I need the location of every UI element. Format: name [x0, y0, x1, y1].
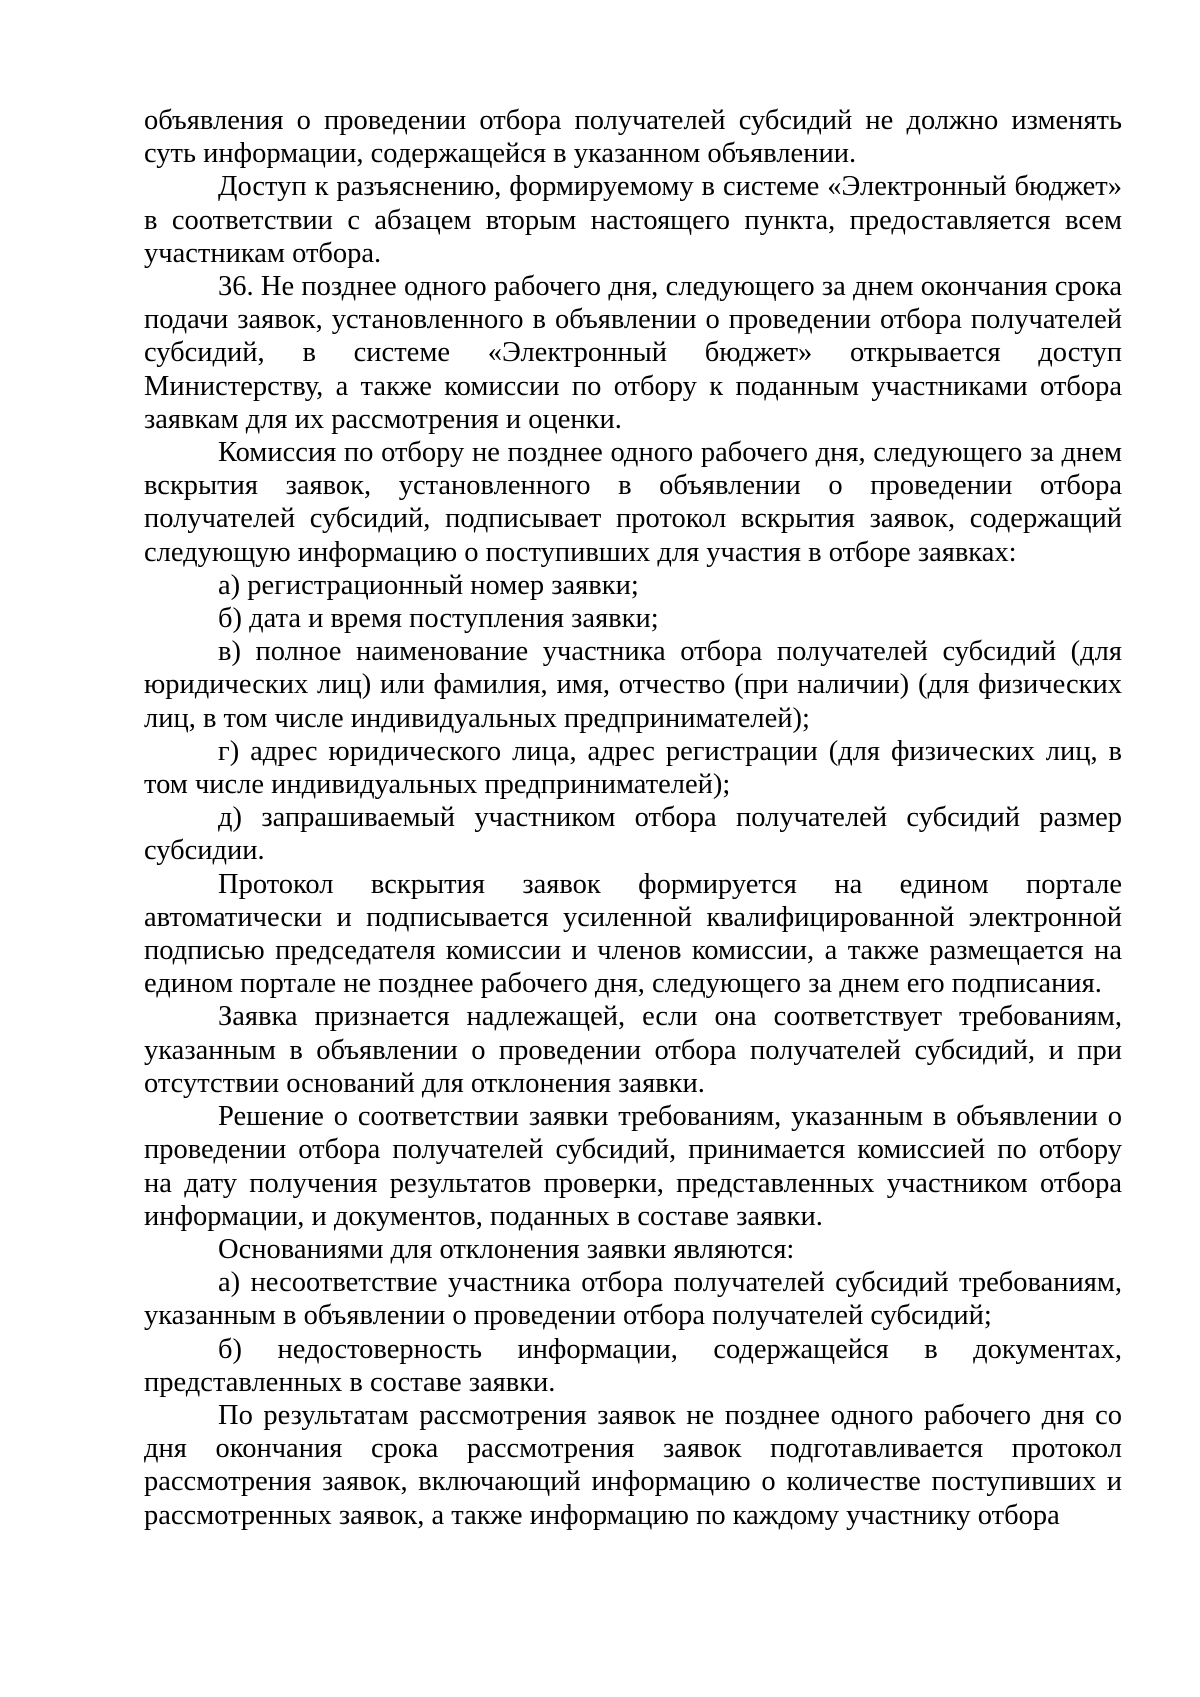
- paragraph-application-proper: Заявка признается надлежащей, если она соответствует требованиям, указанным в объявлении о проведении отбора получателей субсидий, и при отсутствии оснований для отклонения заявки.: [144, 1001, 1122, 1099]
- paragraph-continuation: объявления о проведении отбора получателей субсидий не должно изменять суть информации, содержащейся в указанном объявлении.: [144, 105, 1122, 170]
- paragraph-protocol-formation: Протокол вскрытия заявок формируется на едином портале автоматически и подписывается усиленной квалифицированной электронной подписью председателя комиссии и членов комиссии, а также размещается на едином портале не позднее рабочего дня, следующего за днем его подписания.: [144, 868, 1122, 1000]
- paragraph-item-36: 36. Не позднее одного рабочего дня, следующего за днем окончания срока подачи заявок, установленного в объявлении о проведении отбора получателей субсидий, в системе «Электронный бюджет» открывается доступ Министерству, а также комиссии по отбору к поданным участниками отбора заявкам для их рассмотрения и оценки.: [144, 271, 1122, 435]
- paragraph-compliance-decision: Решение о соответствии заявки требованиям, указанным в объявлении о проведении отбора получателей субсидий, принимается комиссией по отбору на дату получения результатов проверки, представленных участником отбора информации, и документов, поданных в составе заявки.: [144, 1101, 1122, 1232]
- list-item-b-date-time: б) дата и время поступления заявки;: [218, 603, 659, 635]
- list-item-d-subsidy-amount: д) запрашиваемый участником отбора получателей субсидий размер субсидии.: [144, 802, 1122, 867]
- paragraph-access-clarification: Доступ к разъяснению, формируемому в системе «Электронный бюджет» в соответствии с абзацем вторым настоящего пункта, предоставляется всем участникам отбора.: [144, 171, 1122, 269]
- list-item-a-registration-number: а) регистрационный номер заявки;: [218, 569, 639, 601]
- list-item-v-full-name: в) полное наименование участника отбора получателей субсидий (для юридических лиц) или фамилия, имя, отчество (при наличии) (для физических лиц, в том числе индивидуальных предпринимателей);: [144, 636, 1122, 734]
- document-page: [144, 104, 1122, 1532]
- list-item-b-unreliability: б) недостоверность информации, содержащейся в документах, представленных в составе заявки.: [144, 1333, 1122, 1398]
- paragraph-commission-protocol: Комиссия по отбору не позднее одного рабочего дня, следующего за днем вскрытия заявок, установленного в объявлении о проведении отбора получателей субсидий, подписывает протокол вскрытия заявок, содержащий следующую информацию о поступивших для участия в отборе заявках:: [144, 437, 1122, 568]
- list-item-a-noncompliance: а) несоответствие участника отбора получателей субсидий требованиям, указанным в объявлении о проведении отбора получателей субсидий;: [144, 1267, 1122, 1332]
- paragraph-rejection-grounds: Основаниями для отклонения заявки являются:: [218, 1233, 795, 1265]
- paragraph-review-results: По результатам рассмотрения заявок не позднее одного рабочего дня со дня окончания срока рассмотрения заявок подготавливается протокол рассмотрения заявок, включающий информацию о количестве поступивших и рассмотренных заявок, а также информацию по каждому участнику отбора: [144, 1399, 1122, 1531]
- list-item-g-address: г) адрес юридического лица, адрес регистрации (для физических лиц, в том числе индивидуальных предпринимателей);: [144, 735, 1122, 801]
